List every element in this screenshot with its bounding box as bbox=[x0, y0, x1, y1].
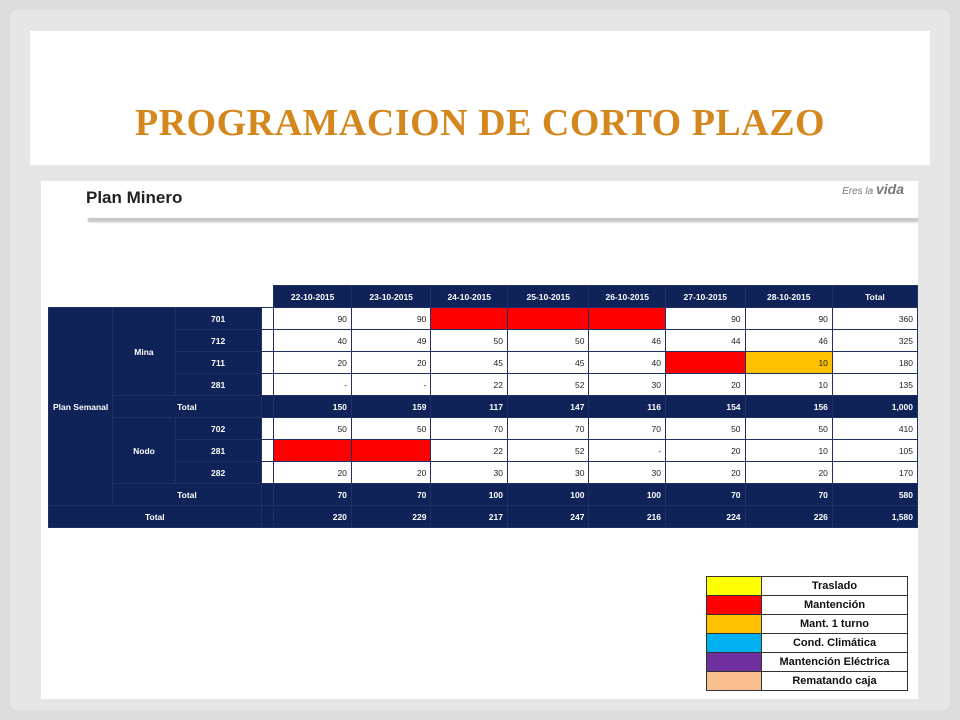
subtotal-cell: 100 bbox=[507, 484, 588, 506]
table-row bbox=[49, 352, 918, 374]
value-cell: 52 bbox=[507, 374, 588, 396]
value-cell bbox=[507, 308, 588, 330]
value-cell: 70 bbox=[507, 418, 588, 440]
value-cell: 22 bbox=[431, 440, 508, 462]
legend-row bbox=[707, 653, 908, 672]
subtotal-cell: 154 bbox=[666, 396, 746, 418]
date-header: 28-10-2015 bbox=[745, 286, 832, 308]
spacer-cell bbox=[261, 308, 274, 330]
value-cell: 50 bbox=[666, 418, 746, 440]
legend-row bbox=[707, 596, 908, 615]
legend-label: Traslado bbox=[762, 577, 908, 596]
subtotal-cell: 156 bbox=[745, 396, 832, 418]
legend-row bbox=[707, 634, 908, 653]
value-cell: 10 bbox=[745, 440, 832, 462]
value-cell: 90 bbox=[745, 308, 832, 330]
date-header: 24-10-2015 bbox=[431, 286, 508, 308]
value-cell: 50 bbox=[507, 330, 588, 352]
legend-label: Mantención Eléctrica bbox=[762, 653, 908, 672]
legend-row bbox=[707, 577, 908, 596]
grand-total-cell: 220 bbox=[274, 506, 352, 528]
row-code: 282 bbox=[175, 462, 261, 484]
value-cell: 30 bbox=[589, 374, 666, 396]
subtotal-label: Total bbox=[113, 484, 261, 506]
legend-label: Cond. Climática bbox=[762, 634, 908, 653]
row-total-cell: 180 bbox=[832, 352, 917, 374]
row-code: 711 bbox=[175, 352, 261, 374]
value-cell bbox=[589, 308, 666, 330]
value-cell: 50 bbox=[274, 418, 352, 440]
legend-label: Mant. 1 turno bbox=[762, 615, 908, 634]
subtotal-cell: 70 bbox=[351, 484, 431, 506]
group-label: Plan Semanal bbox=[49, 308, 113, 506]
legend-swatch bbox=[707, 615, 762, 634]
value-cell: 44 bbox=[666, 330, 746, 352]
value-cell: 20 bbox=[745, 462, 832, 484]
date-header: 25-10-2015 bbox=[507, 286, 588, 308]
sheet-title: Plan Minero bbox=[86, 188, 183, 207]
value-cell: 70 bbox=[589, 418, 666, 440]
value-cell: 10 bbox=[745, 374, 832, 396]
subtotal-row bbox=[49, 484, 918, 506]
grand-total-row bbox=[49, 506, 918, 528]
row-total-cell: 410 bbox=[832, 418, 917, 440]
row-code: 702 bbox=[175, 418, 261, 440]
value-cell: 20 bbox=[351, 352, 431, 374]
legend-swatch bbox=[707, 596, 762, 615]
spacer-cell bbox=[261, 484, 274, 506]
subtotal-cell: 150 bbox=[274, 396, 352, 418]
table-row bbox=[49, 308, 918, 330]
row-code: 701 bbox=[175, 308, 261, 330]
value-cell: 46 bbox=[745, 330, 832, 352]
logo-small-text: Eres la bbox=[842, 186, 874, 197]
company-logo bbox=[842, 181, 904, 197]
value-cell: 50 bbox=[351, 418, 431, 440]
legend-row bbox=[707, 615, 908, 634]
value-cell: 52 bbox=[507, 440, 588, 462]
value-cell: 90 bbox=[351, 308, 431, 330]
row-total-cell: 325 bbox=[832, 330, 917, 352]
value-cell: 50 bbox=[745, 418, 832, 440]
value-cell: - bbox=[351, 374, 431, 396]
row-code: 281 bbox=[175, 374, 261, 396]
value-cell: 22 bbox=[431, 374, 508, 396]
legend-label: Mantención bbox=[762, 596, 908, 615]
value-cell: 30 bbox=[589, 462, 666, 484]
grand-total-cell: 226 bbox=[745, 506, 832, 528]
legend-label: Rematando caja bbox=[762, 672, 908, 691]
legend-swatch bbox=[707, 634, 762, 653]
subtotal-cell: 117 bbox=[431, 396, 508, 418]
row-total-cell: 170 bbox=[832, 462, 917, 484]
value-cell: 45 bbox=[507, 352, 588, 374]
subtotal-cell: 70 bbox=[274, 484, 352, 506]
legend-swatch bbox=[707, 672, 762, 691]
value-cell: - bbox=[431, 308, 508, 330]
value-cell: 50 bbox=[431, 330, 508, 352]
value-cell: 30 bbox=[507, 462, 588, 484]
section-label: Mina bbox=[113, 308, 175, 396]
table-row bbox=[49, 330, 918, 352]
value-cell: - bbox=[589, 440, 666, 462]
spacer-cell bbox=[261, 352, 274, 374]
value-cell: 20 bbox=[274, 462, 352, 484]
spacer-cell bbox=[261, 440, 274, 462]
subtotal-label: Total bbox=[113, 396, 261, 418]
date-header: 23-10-2015 bbox=[351, 286, 431, 308]
subtotal-cell: 100 bbox=[589, 484, 666, 506]
grand-total-total-cell: 1,580 bbox=[832, 506, 917, 528]
table-row bbox=[49, 462, 918, 484]
date-header: 22-10-2015 bbox=[274, 286, 352, 308]
value-cell: - bbox=[666, 352, 746, 374]
grand-total-label: Total bbox=[49, 506, 262, 528]
row-total-cell: 135 bbox=[832, 374, 917, 396]
value-cell: 20 bbox=[666, 462, 746, 484]
spacer-cell bbox=[261, 374, 274, 396]
spacer-cell bbox=[261, 396, 274, 418]
table-row bbox=[49, 440, 918, 462]
header-blank bbox=[49, 286, 274, 308]
value-cell: 20 bbox=[666, 440, 746, 462]
grand-total-cell: 247 bbox=[507, 506, 588, 528]
spacer-cell bbox=[261, 330, 274, 352]
subtotal-cell: 70 bbox=[745, 484, 832, 506]
subtotal-cell: 159 bbox=[351, 396, 431, 418]
value-cell: 46 bbox=[589, 330, 666, 352]
table-row bbox=[49, 374, 918, 396]
grand-total-cell: 229 bbox=[351, 506, 431, 528]
section-label: Nodo bbox=[113, 418, 175, 484]
value-cell: 10 bbox=[745, 352, 832, 374]
spacer-cell bbox=[261, 418, 274, 440]
title-band bbox=[30, 31, 930, 165]
subtotal-cell: 147 bbox=[507, 396, 588, 418]
legend-swatch bbox=[707, 653, 762, 672]
row-total-cell: 360 bbox=[832, 308, 917, 330]
value-cell: 20 bbox=[666, 374, 746, 396]
title-underline bbox=[88, 218, 918, 221]
table-row bbox=[49, 418, 918, 440]
legend-row bbox=[707, 672, 908, 691]
date-header: 26-10-2015 bbox=[589, 286, 666, 308]
value-cell: 40 bbox=[589, 352, 666, 374]
spacer-cell bbox=[261, 506, 274, 528]
grand-total-cell: 216 bbox=[589, 506, 666, 528]
subtotal-cell: 116 bbox=[589, 396, 666, 418]
subtotal-total-cell: 580 bbox=[832, 484, 917, 506]
value-cell bbox=[274, 440, 352, 462]
grand-total-cell: 217 bbox=[431, 506, 508, 528]
value-cell: 45 bbox=[431, 352, 508, 374]
legend-table bbox=[706, 576, 908, 691]
spreadsheet-image bbox=[41, 181, 918, 699]
value-cell: 70 bbox=[431, 418, 508, 440]
header-row bbox=[49, 286, 918, 308]
total-header: Total bbox=[832, 286, 917, 308]
logo-big-text: vida bbox=[875, 181, 904, 197]
grand-total-cell: 224 bbox=[666, 506, 746, 528]
value-cell: 90 bbox=[666, 308, 746, 330]
plan-table bbox=[48, 285, 918, 528]
spacer-cell bbox=[261, 462, 274, 484]
value-cell: 20 bbox=[274, 352, 352, 374]
value-cell: - bbox=[274, 374, 352, 396]
legend-swatch bbox=[707, 577, 762, 596]
value-cell: 40 bbox=[274, 330, 352, 352]
value-cell: 20 bbox=[351, 462, 431, 484]
subtotal-cell: 100 bbox=[431, 484, 508, 506]
slide-title: PROGRAMACION DE CORTO PLAZO bbox=[134, 102, 826, 144]
row-code: 712 bbox=[175, 330, 261, 352]
value-cell: 30 bbox=[431, 462, 508, 484]
value-cell: 49 bbox=[351, 330, 431, 352]
row-code: 281 bbox=[175, 440, 261, 462]
date-header: 27-10-2015 bbox=[666, 286, 746, 308]
subtotal-cell: 70 bbox=[666, 484, 746, 506]
subtotal-row bbox=[49, 396, 918, 418]
subtotal-total-cell: 1,000 bbox=[832, 396, 917, 418]
row-total-cell: 105 bbox=[832, 440, 917, 462]
value-cell: 90 bbox=[274, 308, 352, 330]
value-cell bbox=[351, 440, 431, 462]
